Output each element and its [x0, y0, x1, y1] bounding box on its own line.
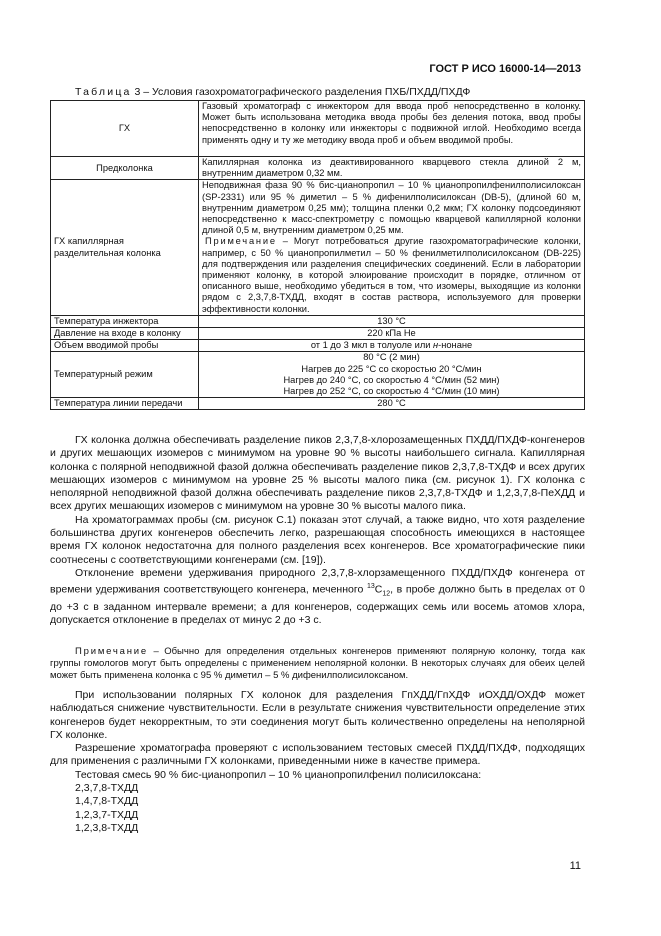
row-key: Давление на входе в колонку [51, 328, 199, 340]
row-key: Температура линии передачи [51, 398, 199, 410]
list-item: 1,2,3,7-ТХДД [75, 808, 139, 821]
row-value: 130 °С [199, 315, 585, 327]
paragraph: ГХ колонка должна обеспечивать разделение пиков 2,3,7,8-хлорозамещенных ПХДД/ПХДФ-конгенеров и других мешающих изомеров с минимумом на уровне 90 % высоты наибольшего сигнала. Капиллярная колонка с полярной неподвижной фазой должна обеспечивать разделение пиков 2,3,7,8-ТХДФ и всех других мешающих изомеров с минимумом на уровне 25 % высоты малого пика (см. рисунок 1). ГХ колонка с неполярной неподвижной фазой должна обеспечивать разделение пиков 2,3,7,8-ТХДФ и 1,2,3,7,8-ПеХДД и всех других мешающих изомеров с минимумом на уровне 30 % высоты малого пика. [50, 434, 585, 513]
row-key: Предколонка [51, 157, 199, 180]
gc-conditions-table [50, 100, 585, 410]
document-header: ГОСТ Р ИСО 16000-14—2013 [429, 63, 581, 75]
row-value: Капиллярная колонка из деактивированного кварцевого стекла длиной 2 м, внутренним диаметром 0,32 мм. [199, 157, 585, 180]
row-value: 220 кПа Не [199, 328, 585, 340]
text-run: Отклонение времени удерживания природного 2,3,7,8-хлорзамещенного ПХДД/ПХДФ конгенера от времени удерживания соответствующего конгенера, меченного [50, 566, 585, 596]
table-row [51, 180, 585, 315]
temp-line: Нагрев до 252 °С, со скоростью 4 °С/мин (10 мин) [283, 386, 500, 397]
value-text: -нонане [438, 340, 473, 351]
row-value: Газовый хроматограф с инжектором для ввода проб непосредственно в колонку. Может быть использована методика ввода пробы без деления потока, ввод пробы непосредственно в колонку или инжекторы с подвижной иглой. Необходимо всегда применять одну и ту же методику ввода проб и объем вводимой пробы. [199, 101, 585, 157]
paragraph: Разрешение хроматографа проверяют с использованием тестовых смесей ПХДД/ПХДФ, подходящих для применения с различными ГХ колонками, приведенными ниже в качестве примера. [50, 742, 585, 768]
paragraph [50, 567, 585, 628]
note-label: Примечание [75, 646, 148, 657]
table-row [51, 328, 585, 340]
table-row [51, 315, 585, 327]
temp-line: Нагрев до 240 °С, со скоростью 4 °С/мин (52 мин) [283, 374, 500, 385]
list-item: 2,3,7,8-ТХДД [75, 782, 139, 795]
page-number: 11 [569, 860, 581, 872]
subscript: 12 [382, 590, 391, 598]
list-item: 1,4,7,8-ТХДД [75, 795, 139, 808]
body-text-2 [50, 689, 585, 835]
row-key: Температура инжектора [51, 315, 199, 327]
table-row [51, 101, 585, 157]
row-key: Температурный режим [51, 352, 199, 398]
row-key: ГХ капиллярная разделительная колонка [51, 180, 199, 315]
value-text: от 1 до 3 мкл в толуоле или [310, 340, 434, 351]
temp-line: 80 °С (2 мин) [363, 352, 420, 363]
paragraph: Тестовая смесь 90 % бис-цианопропил – 10 % цианопропилфенил полисилоксана: [75, 768, 482, 781]
note-label: Примечание [205, 236, 277, 247]
row-value [199, 180, 585, 315]
table-row [51, 340, 585, 352]
body-text-1 [50, 434, 585, 628]
table-row [51, 157, 585, 180]
table-row [51, 352, 585, 398]
table-caption [75, 86, 470, 98]
text-run: С [374, 583, 383, 596]
note-text: – Обычно для определения отдельных конгенеров применяют полярную колонку, тогда как группы гомологов могут быть определены с применением неполярной колонки. В некоторых случаях для обеих целей может быть применена колонка с 95 % диметил – 5 % дифенилполисилоксаном. [50, 646, 585, 681]
row-value [199, 340, 585, 352]
row-key: Объем вводимой пробы [51, 340, 199, 352]
column-description: Неподвижная фаза 90 % бис-цианопропил – 10 % цианопропилфенилполисилоксан (SP-2331) или 95 % диметил – 5 % дифенилполисилоксан (DB-5), (длиной 60 м, внутренним диаметром 0,25 мм); толщина пленки 0,2 мкм; ГХ колонку подсоединяют непосредственно к масс-спектрометру с помощью кварцевой капиллярной колонки длиной 0,5 м, внутренним диаметром 0,25 мм. [202, 180, 581, 236]
paragraph: При использовании полярных ГХ колонок для разделения ГпХДД/ГпХДФ иОХДД/ОХДФ может наблюдаться снижение чувствительности. Если в результате снижения чувствительности определение этих конгенеров будет некорректным, то эти соединения могут быть количественно определены на неполярной ГХ колонке. [50, 689, 585, 741]
table-caption-label: Таблица [75, 86, 132, 98]
text-run: , в пробе должно быть в пределах от 0 до +3 с в заданном интервале времени; а для конгенеров, содержащих семь или восемь атомов хлора, допускается отклонение в пределах от минус 2 до +3 с. [50, 583, 585, 627]
temp-line: Нагрев до 225 °С со скоростью 20 °С/мин [301, 363, 482, 374]
table-row [51, 398, 585, 410]
row-value [199, 352, 585, 398]
row-value: 280 °С [199, 398, 585, 410]
table-caption-text: 3 – Условия газохроматографического разделения ПХБ/ПХДД/ПХДФ [134, 86, 471, 98]
superscript: 13 [366, 583, 375, 591]
paragraph: На хроматограммах пробы (см. рисунок С.1) показан этот случай, а также видно, что хотя разделение большинства других конгенеров обеспечить легко, разрешающая способность имеющихся в настоящее время ГХ колонок недостаточна для полного разделения всех конгенеров. Все хроматографические пики соотнесены с соответствующими конгенерами (см. [19]). [50, 513, 585, 566]
table-note [202, 236, 581, 314]
note-block [50, 646, 585, 681]
note-paragraph [50, 646, 585, 681]
note-text: – Могут потребоваться другие газохроматографические колонки, например, с 50 % цианопропилметил – 50 % фенилметилполисилоксаном (DB-225) для подтверждения или разделения специфических соединений. Если в лаборатории применяют колонку, в которой элюирование происходит в порядке, отличном от описанного выше, необходимо убедиться в том, что изомеры, выходящие из колонки рядом с 2,3,7,8-ТХДД, входят в состав раствора, используемого для проверки эффективности колонки. [202, 236, 581, 314]
row-key: ГХ [51, 101, 199, 157]
list-item: 1,2,3,8-ТХДД [75, 821, 139, 834]
value-italic: н [433, 340, 439, 351]
